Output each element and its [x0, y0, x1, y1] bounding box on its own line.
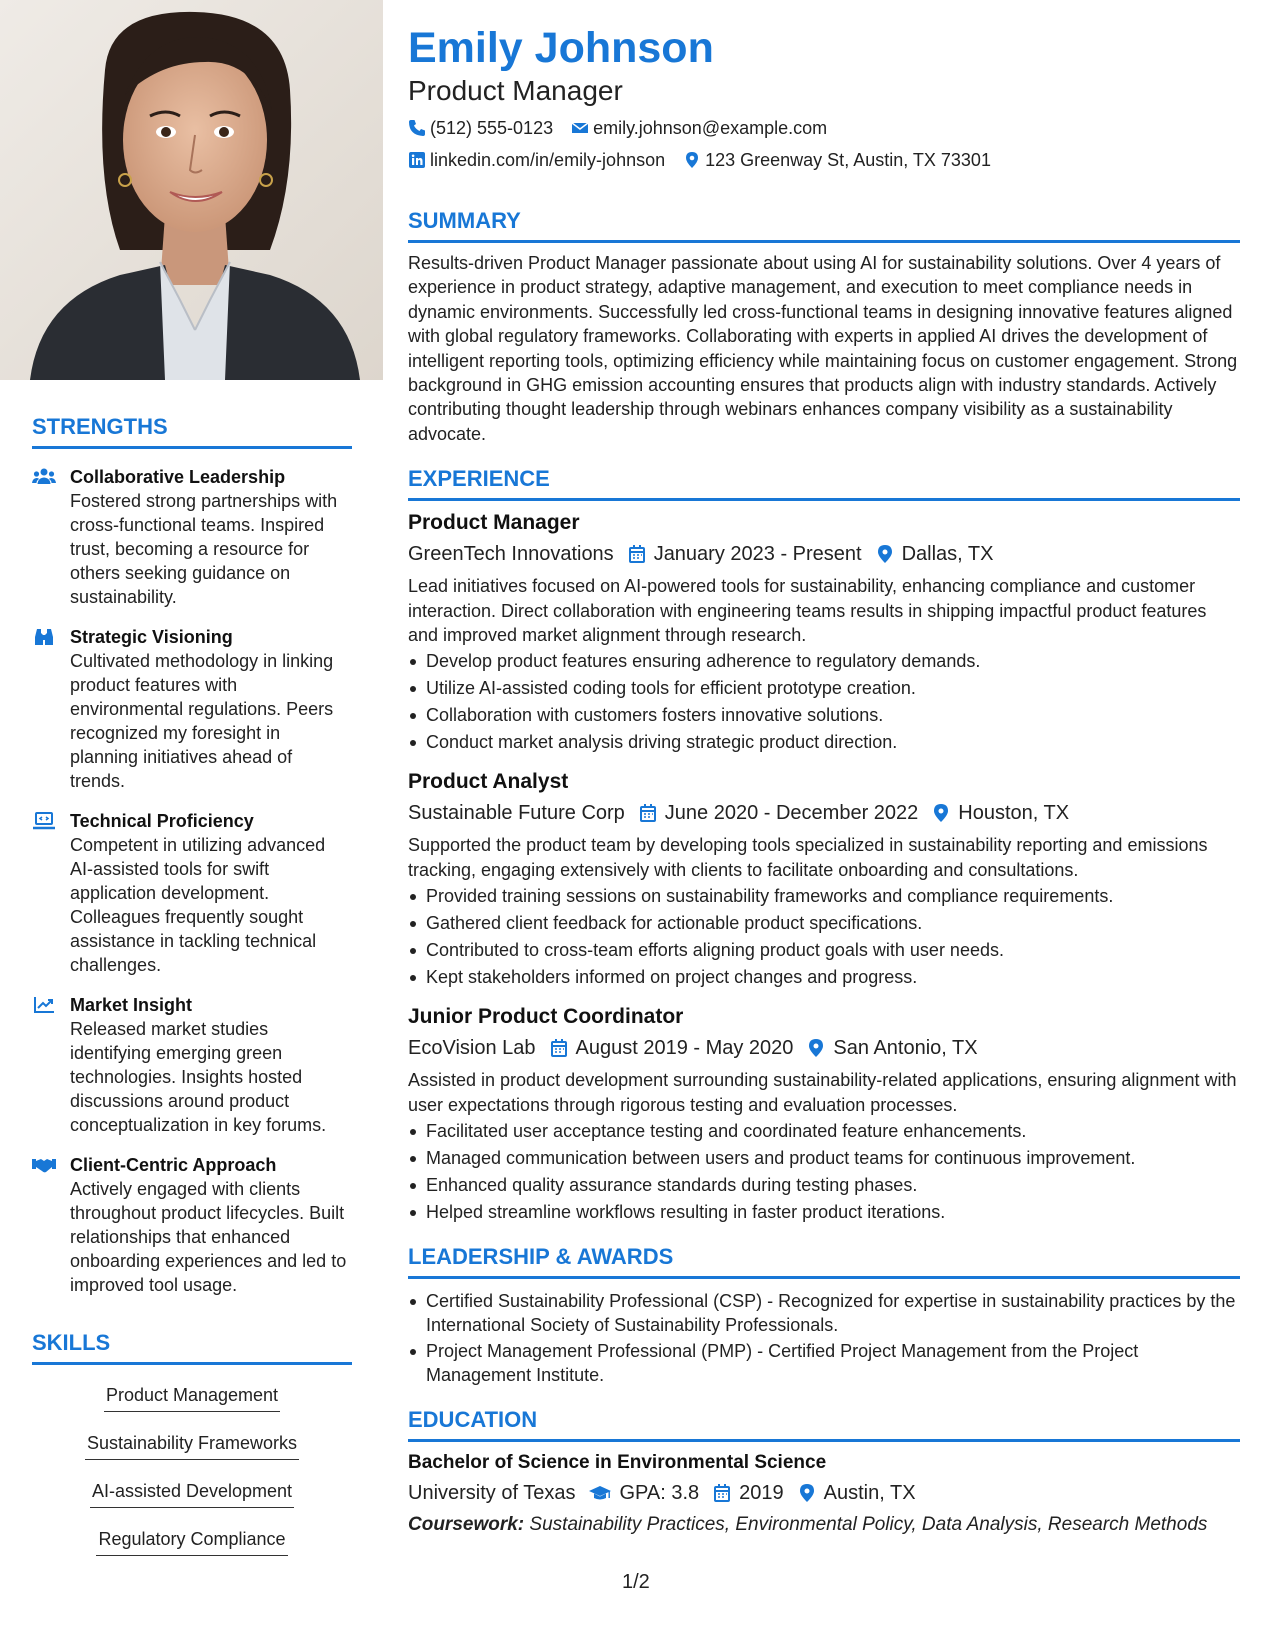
job-meta: [408, 799, 1240, 827]
linkedin-icon: [408, 151, 426, 169]
job-entry: [408, 768, 1240, 989]
address-contact: [683, 148, 991, 172]
bullet-item: Helped streamline workflows resulting in faster product iterations.: [408, 1200, 1240, 1224]
job-bullets: [408, 1119, 1240, 1224]
degree-title: Bachelor of Science in Environmental Science: [408, 1452, 827, 1474]
strength-description: Competent in utilizing advanced AI-assisted tools for swift application development. Colleagues frequently sought assistance in tackling technical challenges.: [70, 835, 326, 975]
graduation-year: 2019: [739, 1482, 784, 1505]
education-heading: EDUCATION: [408, 1407, 1240, 1442]
skills-heading: SKILLS: [32, 1330, 352, 1365]
job-location: San Antonio, TX: [833, 1037, 978, 1060]
school-location: Austin, TX: [823, 1482, 916, 1505]
job-meta: [408, 540, 1240, 568]
skill-tag: Regulatory Compliance: [96, 1527, 287, 1556]
phone-contact[interactable]: [408, 116, 553, 140]
phone-icon: [408, 119, 426, 137]
graduation-cap-icon: [589, 1483, 611, 1503]
bullet-item: Conduct market analysis driving strategic product direction.: [408, 730, 1240, 754]
skill-tag: Product Management: [104, 1383, 280, 1412]
phone-text: (512) 555-0123: [430, 118, 554, 138]
skills-section: [32, 1330, 352, 1575]
company-name: EcoVision Lab: [408, 1037, 536, 1060]
location-pin-icon: [876, 544, 894, 564]
bullet-item: Develop product features ensuring adherence to regulatory demands.: [408, 649, 1240, 673]
summary-heading: SUMMARY: [408, 208, 1240, 243]
job-bullets: [408, 649, 1240, 754]
awards-section: [408, 1244, 1240, 1387]
bullet-item: Contributed to cross-team efforts aligning product goals with user needs.: [408, 938, 1240, 962]
strengths-section: [32, 414, 352, 1297]
calendar-icon: [639, 803, 657, 823]
job-dates: August 2019 - May 2020: [575, 1037, 794, 1060]
location-pin-icon: [683, 151, 701, 169]
calendar-icon: [713, 1483, 731, 1503]
users-icon: [32, 467, 56, 487]
gpa: GPA: 3.8: [619, 1482, 700, 1505]
job-title: Product Analyst: [408, 770, 569, 794]
company-name: Sustainable Future Corp: [408, 802, 625, 825]
award-list: [408, 1289, 1240, 1387]
strength-title: Technical Proficiency: [70, 811, 254, 831]
job-dates: January 2023 - Present: [653, 543, 862, 566]
bullet-item: Managed communication between users and product teams for continuous improvement.: [408, 1146, 1240, 1170]
bullet-item: Enhanced quality assurance standards during testing phases.: [408, 1173, 1240, 1197]
job-dates: June 2020 - December 2022: [664, 802, 919, 825]
strength-description: Actively engaged with clients throughout product lifecycles. Built relationships that enhanced onboarding experiences and led to improved tool usage.: [70, 1179, 347, 1295]
strength-item: [32, 625, 352, 793]
coursework-label: Coursework:: [408, 1514, 525, 1536]
award-item: Certified Sustainability Professional (CSP) - Recognized for expertise in sustainability practices by the International Society of Sustainability Professionals.: [408, 1289, 1240, 1337]
job-entry: [408, 1003, 1240, 1224]
company-name: GreenTech Innovations: [408, 543, 614, 566]
contact-info: [408, 116, 1240, 172]
laptop-code-icon: [32, 811, 56, 831]
job-description: Supported the product team by developing tools specialized in sustainability reporting and emissions tracking, engaging extensively with clients to facilitate onboarding and consultations.: [408, 835, 1208, 880]
calendar-icon: [628, 544, 646, 564]
email-contact[interactable]: [571, 116, 827, 140]
strength-item: [32, 809, 352, 977]
awards-heading: LEADERSHIP & AWARDS: [408, 1244, 1240, 1279]
summary-section: [408, 208, 1240, 446]
candidate-role: Product Manager: [408, 75, 623, 106]
skill-tag: AI-assisted Development: [90, 1479, 294, 1508]
job-location: Houston, TX: [958, 802, 1070, 825]
award-item: Project Management Professional (PMP) - Certified Project Management from the Project Management Institute.: [408, 1339, 1240, 1387]
strength-description: Fostered strong partnerships with cross-functional teams. Inspired trust, becoming a resource for others seeking guidance on sustainability.: [70, 491, 338, 607]
bullet-item: Kept stakeholders informed on project changes and progress.: [408, 965, 1240, 989]
coursework: [408, 1513, 1240, 1537]
left-column: [0, 0, 383, 1650]
job-description: Assisted in product development surrounding sustainability-related applications, ensuring alignment with user expectations through rigorous testing and evaluation processes.: [408, 1070, 1237, 1115]
chart-line-icon: [32, 995, 56, 1015]
job-bullets: [408, 884, 1240, 989]
strength-title: Collaborative Leadership: [70, 467, 286, 487]
linkedin-text: linkedin.com/in/emily-johnson: [430, 150, 666, 170]
bullet-item: Collaboration with customers fosters innovative solutions.: [408, 703, 1240, 727]
linkedin-contact[interactable]: [408, 148, 665, 172]
candidate-name: Emily Johnson: [408, 24, 714, 72]
job-entry: [408, 509, 1240, 754]
job-title: Junior Product Coordinator: [408, 1005, 684, 1029]
strength-description: Cultivated methodology in linking product features with environmental regulations. Peers recognized my foresight in planning initiatives ahead of trends.: [70, 651, 334, 791]
email-text: emily.johnson@example.com: [593, 118, 828, 138]
right-column: [408, 22, 1240, 1537]
coursework-text: Sustainability Practices, Environmental Policy, Data Analysis, Research Methods: [529, 1514, 1208, 1536]
experience-section: [408, 466, 1240, 1224]
strength-title: Strategic Visioning: [70, 627, 233, 647]
strength-title: Client-Centric Approach: [70, 1155, 277, 1175]
experience-heading: EXPERIENCE: [408, 466, 1240, 501]
handshake-icon: [32, 1155, 56, 1175]
location-pin-icon: [932, 803, 950, 823]
location-pin-icon: [807, 1038, 825, 1058]
strength-item: [32, 465, 352, 609]
binoculars-icon: [32, 627, 56, 647]
strengths-heading: STRENGTHS: [32, 414, 352, 449]
school-name: University of Texas: [408, 1482, 576, 1505]
job-meta: [408, 1034, 1240, 1062]
bullet-item: Gathered client feedback for actionable product specifications.: [408, 911, 1240, 935]
strength-description: Released market studies identifying emerging green technologies. Insights hosted discussions around product conceptualization in key forums.: [70, 1019, 327, 1135]
location-pin-icon: [798, 1483, 816, 1503]
bullet-item: Facilitated user acceptance testing and coordinated feature enhancements.: [408, 1119, 1240, 1143]
education-section: [408, 1407, 1240, 1537]
envelope-icon: [571, 119, 589, 137]
profile-photo: [0, 0, 383, 380]
strength-item: [32, 1153, 352, 1297]
strength-title: Market Insight: [70, 995, 193, 1015]
skill-list: [32, 1383, 352, 1575]
calendar-icon: [550, 1038, 568, 1058]
job-description: Lead initiatives focused on AI-powered tools for sustainability, enhancing compliance and customer interaction. Direct collaboration with engineering teams results in shipping impactful product features and improved market alignment through research.: [408, 576, 1207, 646]
job-title: Product Manager: [408, 511, 580, 535]
job-location: Dallas, TX: [901, 543, 994, 566]
bullet-item: Utilize AI-assisted coding tools for efficient prototype creation.: [408, 676, 1240, 700]
address-text: 123 Greenway St, Austin, TX 73301: [705, 150, 991, 170]
bullet-item: Provided training sessions on sustainability frameworks and compliance requirements.: [408, 884, 1240, 908]
skill-tag: Sustainability Frameworks: [85, 1431, 299, 1460]
strength-item: [32, 993, 352, 1137]
education-meta: [408, 1479, 1240, 1507]
page-number: 1/2: [622, 1571, 650, 1593]
summary-text: Results-driven Product Manager passionate about using AI for sustainability solutions. Over 4 years of experience in product strategy, adaptive management, and execution to meet compliance needs in dynamic environments. Successfully led cross-functional teams in designing innovative features aligned with global regulatory frameworks. Collaborating with experts in applied AI drives the development of intelligent reporting tools, optimizing efficiency while maintaining focus on customer engagement. Strong background in GHG emission accounting ensures that products align with industry standards. Actively contributing thought leadership through webinars enhances company visibility as a sustainability advocate.: [408, 253, 1238, 444]
